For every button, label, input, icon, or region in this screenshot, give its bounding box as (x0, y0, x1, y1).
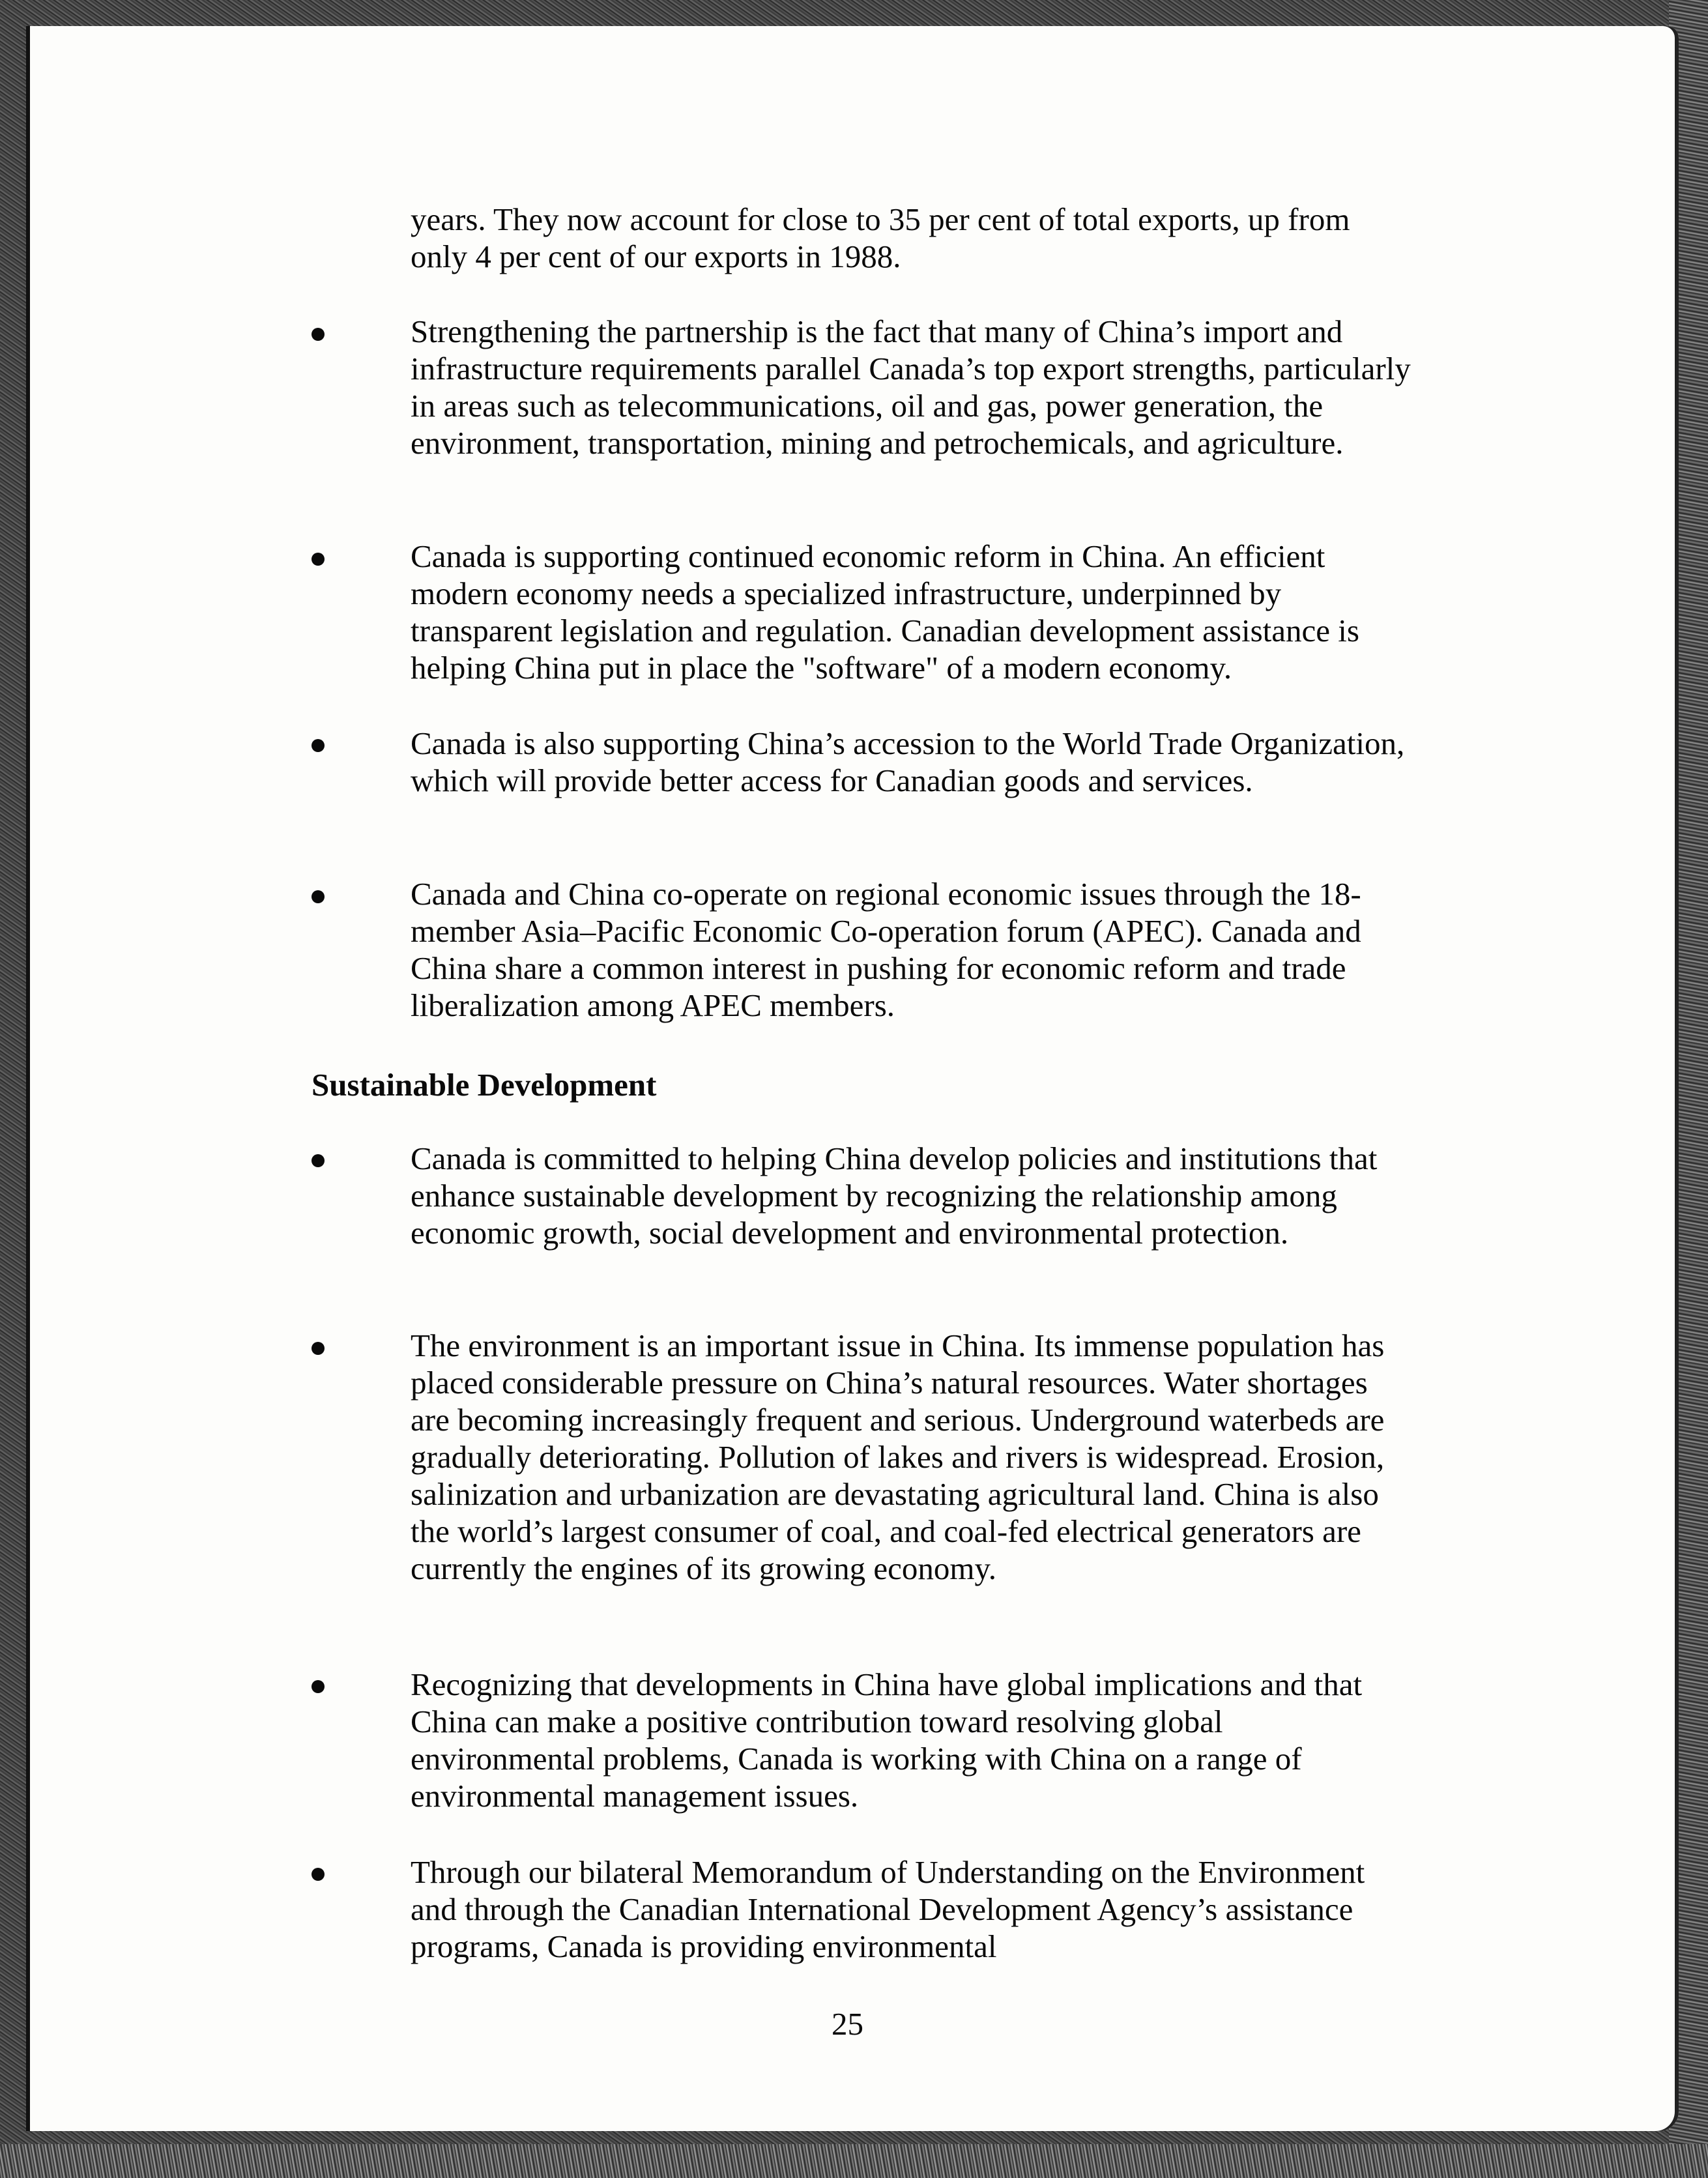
bullet-dot (311, 739, 325, 752)
list-item: Canada is supporting continued economic reform in China. An efficient modern economy needs a specialized infrastructure, underpinned by transparent legislation and regulation. Canadian development assistance is helping China put in place the "software" of a modern economy. (411, 538, 1359, 686)
list-item: Recognizing that developments in China have global implications and that China can make a positive contribution toward resolving global environmental problems, Canada is working with China on a range of environmental management issues. (411, 1666, 1363, 1814)
bullet-dot (311, 1342, 325, 1355)
page-number: 25 (832, 2006, 863, 2042)
bullet-dot (311, 1154, 325, 1167)
list-item: Through our bilateral Memorandum of Understanding on the Environment and through the Canadian International Development Agency’s assistance programs, Canada is providing environmental (411, 1854, 1365, 1964)
bullet-dot (311, 1868, 325, 1881)
list-item: Canada and China co-operate on regional economic issues through the 18-member Asia–Pacific Economic Co-operation forum (APEC). Canada and China share a common interest in pushing for economic reform and trade liberalization among APEC members. (411, 876, 1361, 1023)
bullet-dot (311, 890, 325, 903)
list-item: Canada is also supporting China’s accession to the World Trade Organization, which will provide better access for Canadian goods and services. (411, 725, 1405, 798)
list-item: The environment is an important issue in China. Its immense population has placed considerable pressure on China’s natural resources. Water shortages are becoming increasingly frequent and serious. Underground waterbeds are gradually deteriorating. Pollution of lakes and rivers is widespread. Erosion, salinization and urbanization are devastating agricultural land. China is also the world’s largest consumer of coal, and coal-fed electrical generators are currently the engines of its growing economy. (411, 1328, 1385, 1586)
continuation-paragraph: years. They now account for close to 35 per cent of total exports, up from only 4 per cent of our exports in 1988. (411, 201, 1350, 274)
section-heading: Sustainable Development (311, 1067, 657, 1103)
scan-bottom-edge (0, 2144, 1708, 2178)
list-item: Canada is committed to helping China develop policies and institutions that enhance sustainable development by recognizing the relationship among economic growth, social development and environmental protection. (411, 1140, 1378, 1251)
bullet-dot (311, 328, 325, 341)
list-item: Strengthening the partnership is the fact that many of China’s import and infrastructure requirements parallel Canada’s top export strengths, particularly in areas such as telecommunications, oil and gas, power generation, the environment, transportation, mining and petrochemicals, and agriculture. (411, 313, 1411, 461)
bullet-dot (311, 553, 325, 566)
bullet-dot (311, 1680, 325, 1693)
